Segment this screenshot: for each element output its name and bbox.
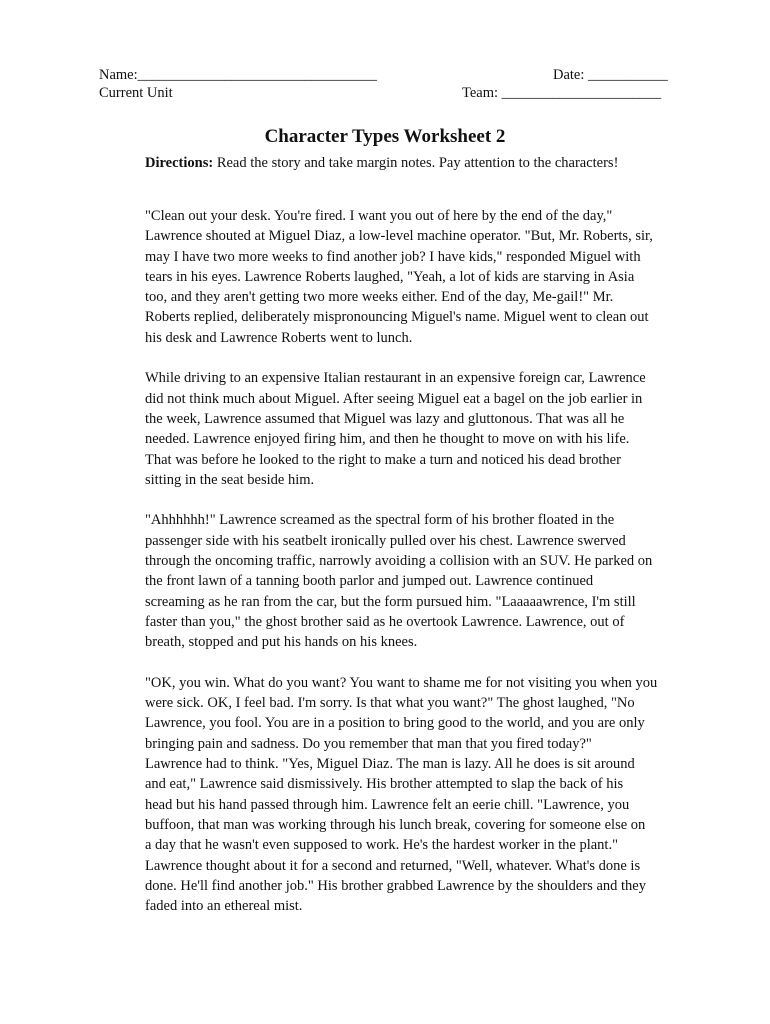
story-line: tears in his eyes. Lawrence Roberts laughed, "Yeah, a lot of kids are starving in Asia (145, 268, 635, 285)
story-line: and eat," Lawrence said dismissively. His brother attempted to slap the back of his (145, 776, 624, 793)
team-field: Team: ______________________ (462, 85, 662, 101)
story-line: Lawrence thought about it for a second and returned, "Well, whatever. What's done is (145, 857, 641, 874)
story-line: needed. Lawrence enjoyed firing him, and then he thought to move on with his life. (145, 431, 630, 448)
story-line: "Clean out your desk. You're fired. I want you out of here by the end of the day," (145, 208, 613, 224)
story-paragraph (145, 206, 730, 348)
story-line: the front lawn of a tanning booth parlor and jumped out. Lawrence continued (145, 573, 594, 590)
story-paragraph (145, 673, 730, 917)
page-title: Character Types Worksheet 2 (264, 126, 506, 147)
story-line: Roberts replied, deliberately mispronouncing Miguel's name. Miguel went to clean out (145, 309, 649, 326)
story-line: may I have two more weeks to find another job? I have kids," responded Miguel with (145, 248, 641, 265)
story-line: Lawrence had to think. "Yes, Miguel Diaz. The man is lazy. All he does is sit around (145, 756, 635, 773)
story-line: a day that he wasn't even supposed to work. He's the hardest worker in the plant." (145, 837, 619, 854)
story-paragraph (145, 510, 730, 652)
directions-label: Directions: (145, 155, 214, 171)
story-body (145, 206, 730, 937)
story-line: screaming as he ran from the car, but the form pursued him. "Laaaaawrence, I'm still (145, 593, 636, 610)
story-line: faded into an ethereal mist. (145, 898, 303, 915)
story-line: faster than you," the ghost brother said as he overtook Lawrence. Lawrence, out of (145, 613, 625, 630)
story-line: While driving to an expensive Italian restaurant in an expensive foreign car, Lawrence (145, 370, 646, 387)
story-line: Lawrence shouted at Miguel Diaz, a low-level machine operator. "But, Mr. Roberts, sir, (145, 228, 653, 245)
story-line: too, and they aren't getting two more weeks either. End of the day, Me-gail!" Mr. (145, 289, 614, 306)
story-line: passenger side with his seatbelt ironically pulled over his chest. Lawrence swerved (145, 532, 626, 549)
story-line: "Ahhhhhh!" Lawrence screamed as the spectral form of his brother floated in the (145, 512, 615, 529)
story-line: done. He'll find another job." His brother grabbed Lawrence by the shoulders and they (145, 877, 646, 894)
current-unit-label: Current Unit (99, 85, 173, 101)
story-line: did not think much about Miguel. After seeing Miguel eat a bagel on the job earlier in (145, 390, 643, 407)
story-line: head but his hand passed through him. Lawrence felt an eerie chill. "Lawrence, you (145, 796, 630, 813)
story-line: buffoon, that man was working through his lunch break, covering for someone else on (145, 816, 646, 833)
story-line: his desk and Lawrence Roberts went to lunch. (145, 329, 413, 346)
story-line: "OK, you win. What do you want? You want to shame me for not visiting you when you (145, 674, 658, 691)
story-line: through the oncoming traffic, narrowly avoiding a collision with an SUV. He parked on (145, 553, 653, 570)
story-line: were sick. OK, I feel bad. I'm sorry. Is that what you want?" The ghost laughed, "No (145, 695, 635, 712)
name-field: Name:_________________________________ (99, 67, 377, 83)
story-line: sitting in the seat beside him. (145, 471, 315, 488)
date-field: Date: ___________ (553, 67, 668, 83)
story-paragraph (145, 368, 730, 490)
directions-text: Read the story and take margin notes. Pay attention to the characters! (213, 155, 619, 171)
story-line: Lawrence, you fool. You are in a position to bring good to the world, and you are only (145, 715, 645, 732)
story-line: breath, stopped and put his hands on his knees. (145, 634, 418, 651)
directions (145, 154, 618, 172)
story-line: the week, Lawrence assumed that Miguel was lazy and gluttonous. That was all he (145, 410, 625, 427)
story-line: That was before he looked to the right to make a turn and noticed his dead brother (145, 451, 621, 468)
story-line: bringing pain and sadness. Do you remember that man that you fired today?" (145, 735, 592, 752)
